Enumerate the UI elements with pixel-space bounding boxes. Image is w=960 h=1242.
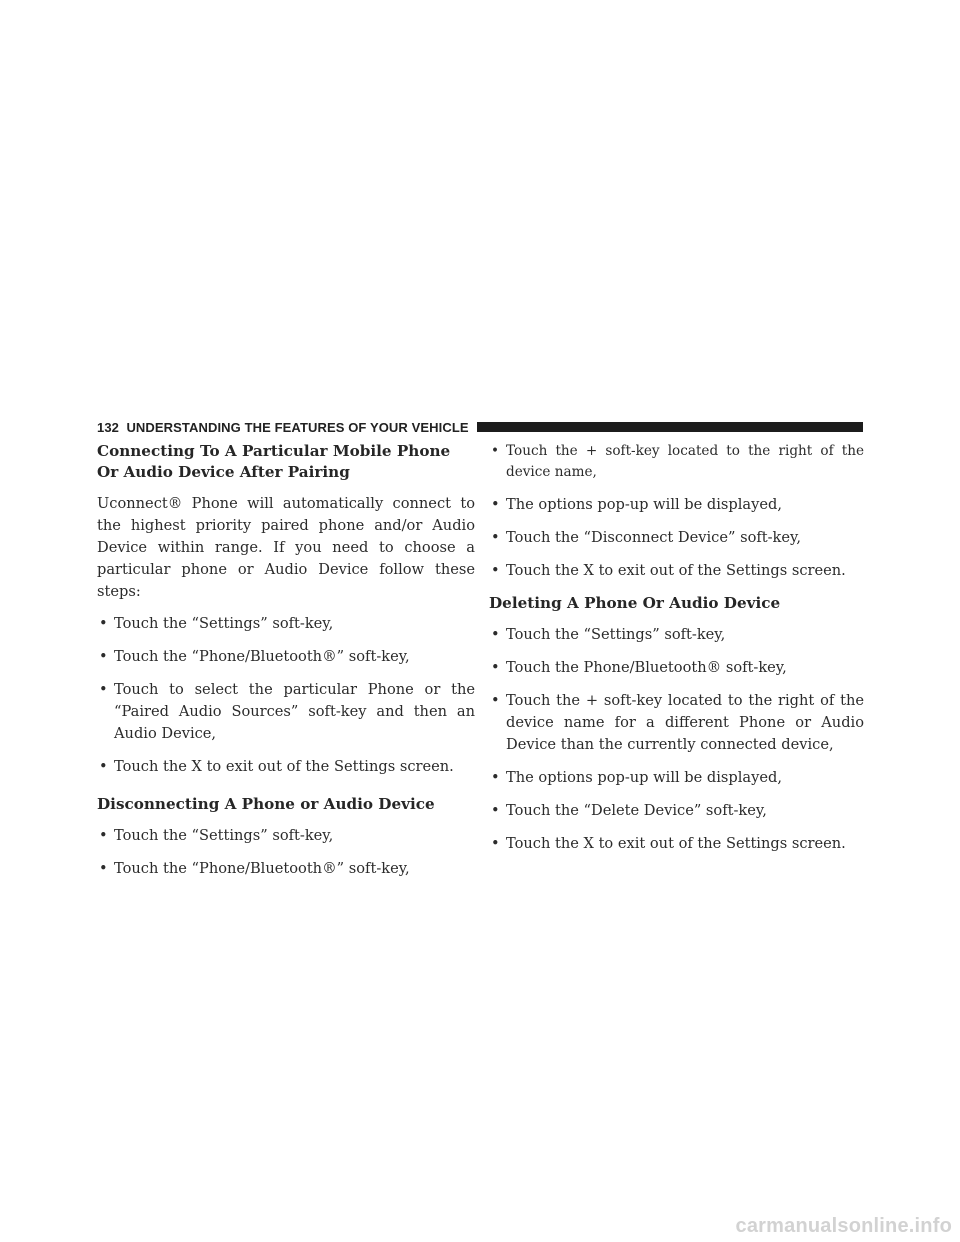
list-item-text: Touch the “Delete Device” soft-key, [506,802,767,819]
disconnecting-steps-list [97,825,475,880]
bullet-icon: • [491,529,500,546]
list-item-text: Touch the + soft-key located to the right of the device name for a different Phone or Audio Device than the currently connected device, [506,692,864,753]
list-item [489,527,864,549]
bullet-icon: • [99,758,108,775]
list-item-text: Touch the “Disconnect Device” soft-key, [506,529,801,546]
bullet-icon: • [491,443,500,459]
watermark: carmanualsonline.info [735,1215,952,1237]
list-item [97,679,475,745]
list-item-text: Touch the Phone/Bluetooth® soft-key, [506,659,787,676]
list-item-text: The options pop-up will be displayed, [506,496,782,513]
bullet-icon: • [491,769,500,786]
list-item [489,767,864,789]
list-item-text: Touch the “Settings” soft-key, [114,615,334,632]
bullet-icon: • [491,835,500,852]
section-heading-disconnecting: Disconnecting A Phone or Audio Device [97,795,435,813]
list-item-text: Touch the X to exit out of the Settings screen. [114,758,454,775]
list-item [489,657,864,679]
list-item-text: Touch the X to exit out of the Settings screen. [506,835,846,852]
list-item [97,646,475,668]
disconnecting-steps-list-continued [489,441,864,582]
header-label [97,420,477,435]
list-item [489,690,864,756]
list-item-text: Touch the X to exit out of the Settings screen. [506,562,846,579]
list-item [97,825,475,847]
list-item-text: Touch the “Phone/Bluetooth®” soft-key, [114,648,410,665]
bullet-icon: • [491,626,500,643]
bullet-icon: • [491,562,500,579]
section-heading-connecting: Connecting To A Particular Mobile Phone Or Audio Device After Pairing [97,442,451,481]
right-column [489,441,864,866]
intro-paragraph: Uconnect® Phone will automatically connect to the highest priority paired phone and/or Audio Device within range. If you need to choose a particular phone or Audio Device follow these steps: [97,495,475,600]
list-item-text: The options pop-up will be displayed, [506,769,782,786]
list-item-text: Touch the “Phone/Bluetooth®” soft-key, [114,860,410,877]
list-item [489,800,864,822]
list-item [97,613,475,635]
bullet-icon: • [99,860,108,877]
bullet-icon: • [99,681,108,698]
bullet-icon: • [491,659,500,676]
left-column [97,441,475,891]
list-item [489,441,864,483]
bullet-icon: • [491,496,500,513]
header-rule [477,422,863,432]
list-item-text: Touch the “Settings” soft-key, [506,626,726,643]
page-header [97,418,863,436]
deleting-steps-list [489,624,864,855]
section-heading-deleting: Deleting A Phone Or Audio Device [489,594,781,612]
section-title: UNDERSTANDING THE FEATURES OF YOUR VEHICLE [126,419,469,435]
list-item [489,560,864,582]
bullet-icon: • [491,802,500,819]
list-item [489,494,864,516]
list-item [489,833,864,855]
bullet-icon: • [491,692,500,709]
bullet-icon: • [99,648,108,665]
bullet-icon: • [99,615,108,632]
list-item-text: Touch to select the particular Phone or the “Paired Audio Sources” soft-key and then an Audio Device, [114,681,475,742]
connecting-steps-list [97,613,475,778]
list-item [97,756,475,778]
page-number: 132 [97,419,119,435]
list-item-text: Touch the + soft-key located to the right of the device name, [506,443,864,480]
list-item [489,624,864,646]
bullet-icon: • [99,827,108,844]
list-item-text: Touch the “Settings” soft-key, [114,827,334,844]
list-item [97,858,475,880]
